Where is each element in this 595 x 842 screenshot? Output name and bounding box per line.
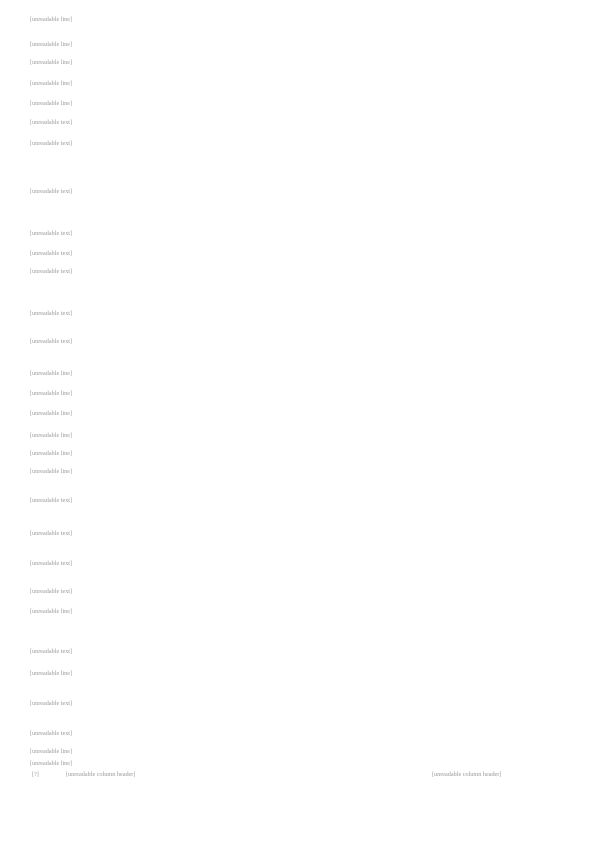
bullet-item: [unreadable text] bbox=[30, 497, 73, 504]
bullet-item: [unreadable line] bbox=[30, 80, 73, 87]
bullet-item: [unreadable text] bbox=[30, 530, 73, 537]
bullet-item: [unreadable line] bbox=[30, 670, 73, 677]
bullet-item: [unreadable line] bbox=[30, 41, 73, 48]
bullet-item: [unreadable line] bbox=[30, 450, 73, 457]
table-title: [unreadable line] bbox=[30, 760, 73, 767]
paragraph: [unreadable text] bbox=[30, 268, 73, 275]
paragraph: [unreadable text] bbox=[30, 140, 73, 147]
bullet-item: [unreadable line] bbox=[30, 390, 73, 397]
paragraph: [unreadable text] bbox=[30, 119, 73, 126]
bullet-item: [unreadable line] bbox=[30, 608, 73, 615]
bullet-item: [unreadable text] bbox=[30, 588, 73, 595]
paragraph: [unreadable text] bbox=[30, 230, 73, 237]
bullet-item: [unreadable text] bbox=[30, 648, 73, 655]
bullet-item: [unreadable line] bbox=[30, 59, 73, 66]
paragraph: [unreadable text] bbox=[30, 188, 73, 195]
bullet-item: [unreadable line] bbox=[30, 432, 73, 439]
paragraph: [unreadable text] bbox=[30, 250, 73, 257]
paragraph: [unreadable text] bbox=[30, 700, 73, 707]
bullet-item: [unreadable line] bbox=[30, 468, 73, 475]
paragraph: [unreadable text] bbox=[30, 338, 73, 345]
table-header-coefficient: [unreadable column header] bbox=[432, 771, 502, 778]
paragraph: [unreadable text] bbox=[30, 730, 73, 737]
table-header-number: [?] bbox=[32, 771, 39, 778]
bullet-item: [unreadable text] bbox=[30, 560, 73, 567]
bullet-item: [unreadable line] bbox=[30, 100, 73, 107]
table-caption: [unreadable line] bbox=[30, 748, 73, 755]
bullet-item: [unreadable line] bbox=[30, 16, 73, 23]
table-header-specifics: [unreadable column header] bbox=[66, 771, 136, 778]
bullet-item: [unreadable line] bbox=[30, 410, 73, 417]
bullet-item: [unreadable line] bbox=[30, 370, 73, 377]
paragraph: [unreadable text] bbox=[30, 310, 73, 317]
